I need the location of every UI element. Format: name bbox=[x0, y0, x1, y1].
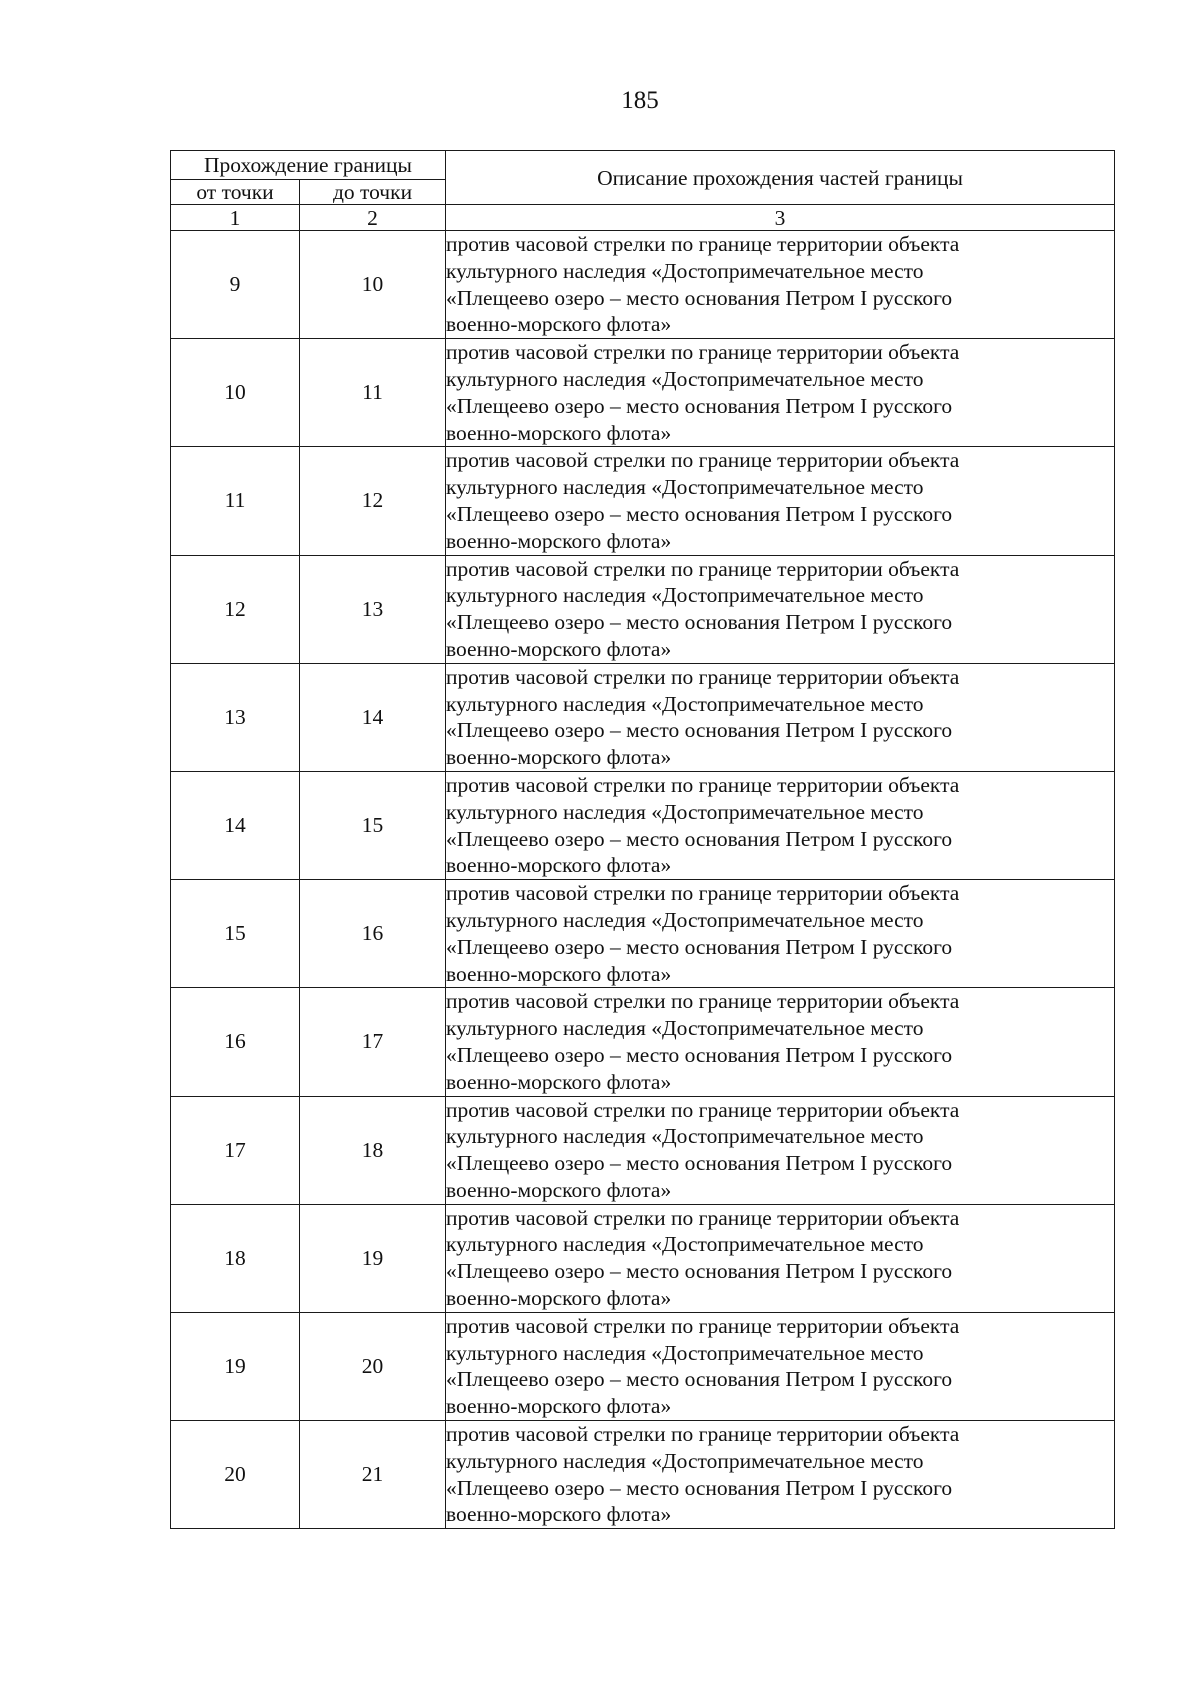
to-point-cell: 11 bbox=[300, 339, 446, 447]
from-point-cell: 15 bbox=[171, 880, 300, 988]
column-number-row bbox=[171, 205, 1115, 231]
table-row bbox=[171, 231, 1115, 339]
to-point-cell: 20 bbox=[300, 1312, 446, 1420]
description-cell: против часовой стрелки по границе территории объекта культурного наследия «Достопримечательное место «Плещеево озеро – место основания Петром I русского военно-морского флота» bbox=[446, 1204, 1115, 1312]
to-point-cell: 14 bbox=[300, 663, 446, 771]
column-number-2: 2 bbox=[300, 205, 446, 231]
table-row bbox=[171, 988, 1115, 1096]
description-cell: против часовой стрелки по границе территории объекта культурного наследия «Достопримечательное место «Плещеево озеро – место основания Петром I русского военно-морского флота» bbox=[446, 231, 1115, 339]
from-point-cell: 16 bbox=[171, 988, 300, 1096]
description-cell: против часовой стрелки по границе территории объекта культурного наследия «Достопримечательное место «Плещеево озеро – место основания Петром I русского военно-морского флота» bbox=[446, 447, 1115, 555]
from-point-cell: 13 bbox=[171, 663, 300, 771]
to-point-cell: 15 bbox=[300, 771, 446, 879]
page-number: 185 bbox=[621, 87, 659, 114]
to-point-cell: 21 bbox=[300, 1421, 446, 1529]
description-cell: против часовой стрелки по границе территории объекта культурного наследия «Достопримечательное место «Плещеево озеро – место основания Петром I русского военно-морского флота» bbox=[446, 771, 1115, 879]
to-point-cell: 17 bbox=[300, 988, 446, 1096]
header-to-point: до точки bbox=[300, 180, 446, 205]
table-row bbox=[171, 771, 1115, 879]
boundary-table bbox=[170, 150, 1115, 1529]
table-row bbox=[171, 339, 1115, 447]
description-cell: против часовой стрелки по границе территории объекта культурного наследия «Достопримечательное место «Плещеево озеро – место основания Петром I русского военно-морского флота» bbox=[446, 988, 1115, 1096]
from-point-cell: 14 bbox=[171, 771, 300, 879]
table-row bbox=[171, 663, 1115, 771]
description-cell: против часовой стрелки по границе территории объекта культурного наследия «Достопримечательное место «Плещеево озеро – место основания Петром I русского военно-морского флота» bbox=[446, 1096, 1115, 1204]
to-point-cell: 12 bbox=[300, 447, 446, 555]
table-header bbox=[171, 151, 1115, 231]
description-cell: против часовой стрелки по границе территории объекта культурного наследия «Достопримечательное место «Плещеево озеро – место основания Петром I русского военно-морского флота» bbox=[446, 663, 1115, 771]
table-row bbox=[171, 1204, 1115, 1312]
description-cell: против часовой стрелки по границе территории объекта культурного наследия «Достопримечательное место «Плещеево озеро – место основания Петром I русского военно-морского флота» bbox=[446, 1312, 1115, 1420]
from-point-cell: 9 bbox=[171, 231, 300, 339]
to-point-cell: 19 bbox=[300, 1204, 446, 1312]
table-row bbox=[171, 880, 1115, 988]
table-row bbox=[171, 1421, 1115, 1529]
description-cell: против часовой стрелки по границе территории объекта культурного наследия «Достопримечательное место «Плещеево озеро – место основания Петром I русского военно-морского флота» bbox=[446, 339, 1115, 447]
to-point-cell: 10 bbox=[300, 231, 446, 339]
from-point-cell: 10 bbox=[171, 339, 300, 447]
to-point-cell: 18 bbox=[300, 1096, 446, 1204]
header-description: Описание прохождения частей границы bbox=[446, 151, 1115, 205]
to-point-cell: 16 bbox=[300, 880, 446, 988]
from-point-cell: 11 bbox=[171, 447, 300, 555]
from-point-cell: 17 bbox=[171, 1096, 300, 1204]
header-from-point: от точки bbox=[171, 180, 300, 205]
table-row bbox=[171, 1096, 1115, 1204]
from-point-cell: 18 bbox=[171, 1204, 300, 1312]
column-number-3: 3 bbox=[446, 205, 1115, 231]
table-body bbox=[171, 231, 1115, 1529]
to-point-cell: 13 bbox=[300, 555, 446, 663]
description-cell: против часовой стрелки по границе территории объекта культурного наследия «Достопримечательное место «Плещеево озеро – место основания Петром I русского военно-морского флота» bbox=[446, 555, 1115, 663]
description-cell: против часовой стрелки по границе территории объекта культурного наследия «Достопримечательное место «Плещеево озеро – место основания Петром I русского военно-морского флота» bbox=[446, 880, 1115, 988]
header-boundary-passage: Прохождение границы bbox=[171, 151, 446, 180]
from-point-cell: 12 bbox=[171, 555, 300, 663]
column-number-1: 1 bbox=[171, 205, 300, 231]
from-point-cell: 19 bbox=[171, 1312, 300, 1420]
table-row bbox=[171, 1312, 1115, 1420]
table-row bbox=[171, 555, 1115, 663]
description-cell: против часовой стрелки по границе территории объекта культурного наследия «Достопримечательное место «Плещеево озеро – место основания Петром I русского военно-морского флота» bbox=[446, 1421, 1115, 1529]
table-row bbox=[171, 447, 1115, 555]
from-point-cell: 20 bbox=[171, 1421, 300, 1529]
